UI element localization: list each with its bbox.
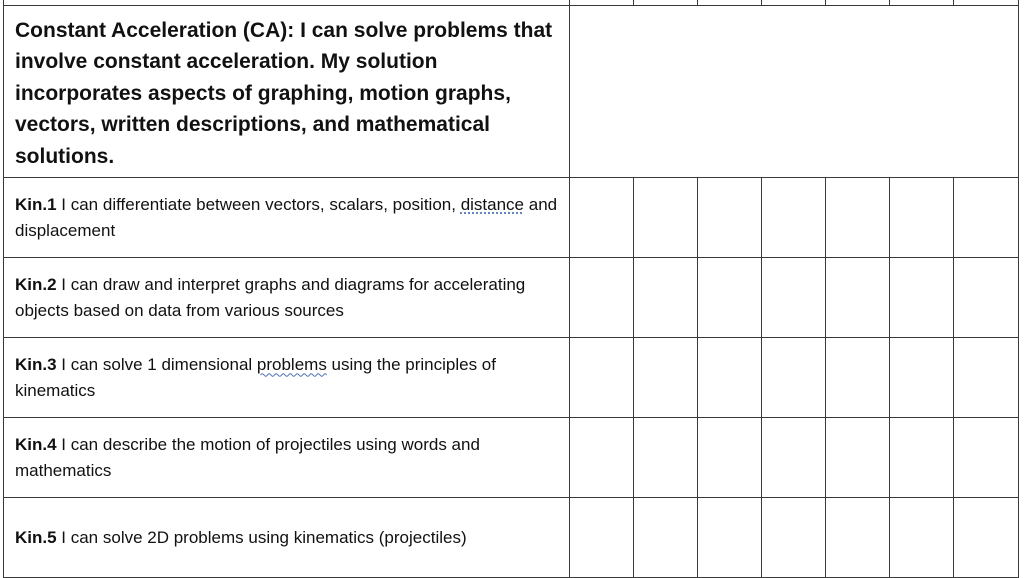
score-cell[interactable] bbox=[634, 338, 698, 418]
objective-code: Kin.1 bbox=[15, 194, 57, 214]
objective-text: and displacement bbox=[15, 194, 558, 240]
objective-description bbox=[4, 498, 570, 578]
section-header-score-cell bbox=[570, 6, 1019, 178]
score-cell[interactable] bbox=[826, 418, 890, 498]
score-cell[interactable] bbox=[762, 178, 826, 258]
objective-text-marked: distance bbox=[460, 194, 525, 214]
score-cell[interactable] bbox=[634, 178, 698, 258]
table-row bbox=[4, 6, 1019, 178]
table-row bbox=[4, 178, 1019, 258]
table-row bbox=[4, 258, 1019, 338]
score-cell[interactable] bbox=[634, 418, 698, 498]
table-row bbox=[4, 338, 1019, 418]
table-row bbox=[4, 418, 1019, 498]
score-cell[interactable] bbox=[826, 498, 890, 578]
objective-text: I can describe the motion of projectiles using words and mathematics bbox=[15, 434, 480, 480]
score-cell[interactable] bbox=[954, 338, 1019, 418]
table-row bbox=[4, 498, 1019, 578]
objective-description bbox=[4, 338, 570, 418]
objective-code: Kin.3 bbox=[15, 354, 57, 374]
objective-description bbox=[4, 418, 570, 498]
objective-code: Kin.5 bbox=[15, 527, 57, 547]
score-cell[interactable] bbox=[698, 498, 762, 578]
score-cell[interactable] bbox=[890, 258, 954, 338]
score-cell[interactable] bbox=[954, 258, 1019, 338]
objective-description bbox=[4, 178, 570, 258]
score-cell[interactable] bbox=[570, 258, 634, 338]
objective-text-marked: problems bbox=[256, 354, 327, 374]
score-cell[interactable] bbox=[570, 178, 634, 258]
objective-text: I can draw and interpret graphs and diagrams for accelerating objects based on data from various sources bbox=[15, 274, 526, 320]
score-cell[interactable] bbox=[570, 418, 634, 498]
score-cell[interactable] bbox=[890, 498, 954, 578]
score-cell[interactable] bbox=[698, 338, 762, 418]
score-cell[interactable] bbox=[826, 258, 890, 338]
score-cell[interactable] bbox=[826, 178, 890, 258]
score-cell[interactable] bbox=[698, 178, 762, 258]
objective-code: Kin.2 bbox=[15, 274, 57, 294]
score-cell[interactable] bbox=[634, 258, 698, 338]
section-header-description: Constant Acceleration (CA): I can solve problems that involve constant acceleration. My solution incorporates aspects of graphing, motion graphs, vectors, written descriptions, and mathematical solutions. bbox=[4, 6, 570, 178]
score-cell[interactable] bbox=[762, 258, 826, 338]
objective-text: I can solve 1 dimensional bbox=[56, 354, 257, 374]
score-cell[interactable] bbox=[570, 338, 634, 418]
score-cell[interactable] bbox=[698, 418, 762, 498]
objective-text: I can differentiate between vectors, scalars, position, bbox=[56, 194, 461, 214]
score-cell[interactable] bbox=[954, 418, 1019, 498]
score-cell[interactable] bbox=[890, 418, 954, 498]
score-cell[interactable] bbox=[762, 418, 826, 498]
score-cell[interactable] bbox=[890, 338, 954, 418]
score-cell[interactable] bbox=[890, 178, 954, 258]
standards-table bbox=[3, 0, 1019, 578]
score-cell[interactable] bbox=[698, 258, 762, 338]
score-cell[interactable] bbox=[954, 498, 1019, 578]
objective-code: Kin.4 bbox=[15, 434, 57, 454]
score-cell[interactable] bbox=[762, 498, 826, 578]
score-cell[interactable] bbox=[634, 498, 698, 578]
score-cell[interactable] bbox=[954, 178, 1019, 258]
score-cell[interactable] bbox=[570, 498, 634, 578]
score-cell[interactable] bbox=[826, 338, 890, 418]
objective-text: using the principles of kinematics bbox=[15, 354, 496, 400]
objective-text: I can solve 2D problems using kinematics (projectiles) bbox=[56, 527, 467, 547]
objective-description bbox=[4, 258, 570, 338]
score-cell[interactable] bbox=[762, 338, 826, 418]
